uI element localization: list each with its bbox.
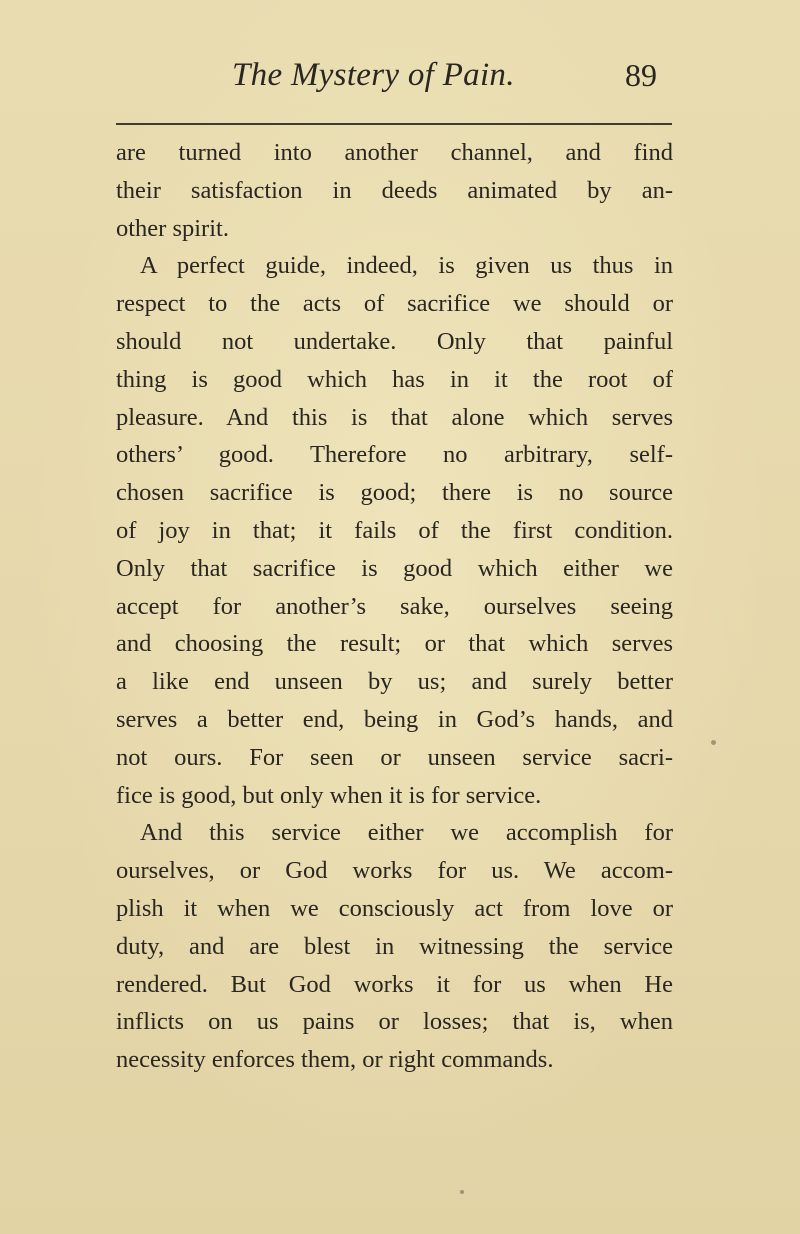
text-line: of joy in that; it fails of the first condition. (116, 516, 673, 544)
text-line: chosen sacrifice is good; there is no source (116, 479, 673, 507)
text-line: pleasure. And this is that alone which serves (116, 403, 673, 431)
running-head (0, 57, 800, 107)
text-line: necessity enforces them, or right commands. (116, 1046, 554, 1074)
text-line: thing is good which has in it the root of (116, 365, 673, 393)
text-line: serves a better end, being in God’s hands, and (116, 705, 673, 733)
paragraph-start-line: A perfect guide, indeed, is given us thus in (140, 252, 673, 280)
text-line: and choosing the result; or that which serves (116, 630, 673, 658)
text-line: not ours. For seen or unseen service sacri- (116, 743, 673, 771)
page-number: 89 (625, 57, 657, 93)
paper-speck (460, 1190, 464, 1194)
text-line: others’ good. Therefore no arbitrary, self- (116, 441, 673, 469)
text-line: respect to the acts of sacrifice we should or (116, 290, 673, 318)
text-line: plish it when we consciously act from love or (116, 894, 673, 922)
text-line: duty, and are blest in witnessing the service (116, 932, 673, 960)
running-title: The Mystery of Pain. (232, 57, 515, 93)
paragraph-start-line: And this service either we accomplish for (140, 819, 673, 847)
text-line: accept for another’s sake, ourselves seeing (116, 592, 673, 620)
text-line: other spirit. (116, 214, 229, 242)
text-line: inflicts on us pains or losses; that is, when (116, 1008, 673, 1036)
text-line: should not undertake. Only that painful (116, 327, 673, 355)
text-line: rendered. But God works it for us when He (116, 970, 673, 998)
text-line: are turned into another channel, and find (116, 139, 673, 166)
text-line: a like end unseen by us; and surely better (116, 668, 673, 696)
body-text (116, 134, 673, 1079)
paper-speck (711, 740, 716, 745)
text-line: ourselves, or God works for us. We accom- (116, 857, 673, 885)
text-line: Only that sacrifice is good which either we (116, 554, 673, 582)
text-line: their satisfaction in deeds animated by an- (116, 176, 673, 204)
header-rule (116, 123, 672, 125)
text-line: fice is good, but only when it is for service. (116, 781, 542, 809)
